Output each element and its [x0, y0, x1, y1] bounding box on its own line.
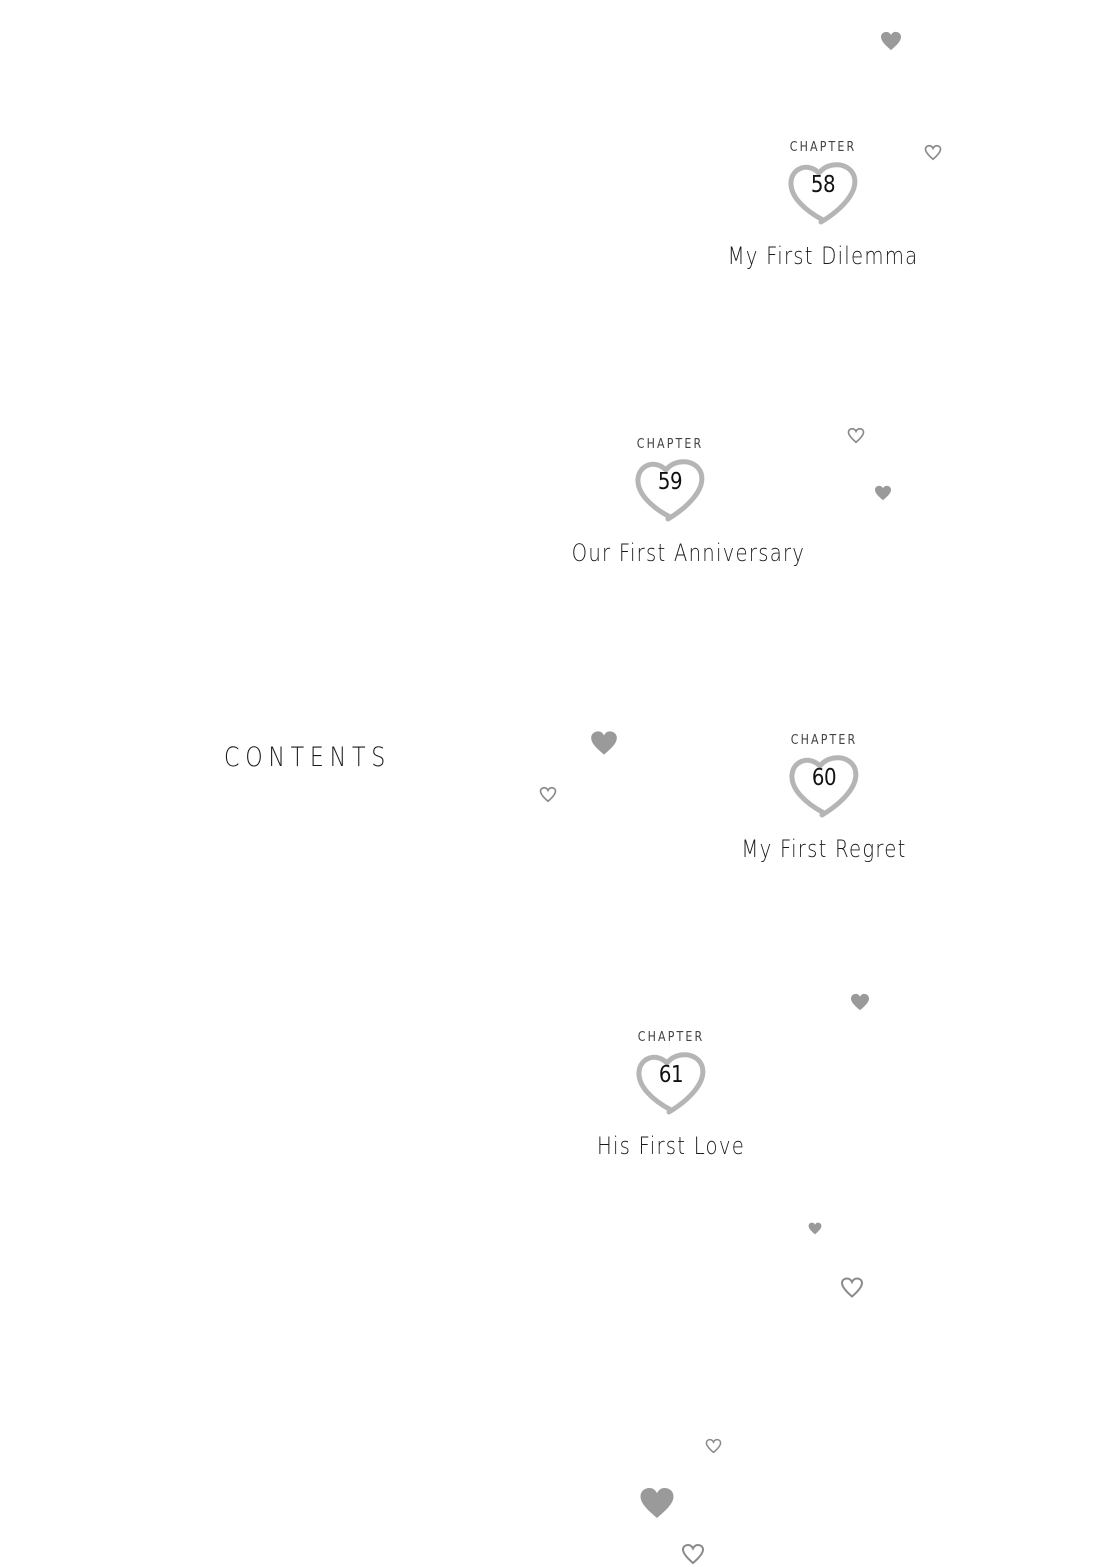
chapter-number: 61 [658, 1062, 684, 1088]
chapter-heart-icon [787, 749, 861, 821]
heart-filled-icon [850, 993, 870, 1011]
heart-outline-icon [681, 1543, 705, 1565]
chapter-number: 58 [810, 172, 836, 198]
heart-outline-icon [924, 144, 942, 161]
chapter-title: Our First Anniversary [571, 539, 806, 567]
chapter-number: 60 [811, 765, 837, 791]
heart-outline-icon [705, 1438, 722, 1454]
chapter-label: CHAPTER [790, 733, 858, 748]
chapter-entry-60[interactable] [704, 733, 944, 863]
heart-filled-icon [590, 730, 618, 756]
chapter-title: My First Dilemma [727, 242, 919, 270]
chapter-number: 59 [657, 469, 683, 495]
chapter-title: His First Love [596, 1132, 746, 1160]
chapter-heart-icon [786, 156, 860, 228]
chapter-entry-58[interactable] [703, 140, 943, 270]
heart-filled-icon [639, 1486, 675, 1520]
chapter-entry-61[interactable] [551, 1030, 791, 1160]
chapter-label: CHAPTER [636, 437, 704, 452]
chapter-label: CHAPTER [637, 1030, 705, 1045]
heart-filled-icon [874, 485, 892, 501]
contents-heading: CONTENTS [224, 742, 392, 773]
chapter-heart-icon [634, 1046, 708, 1118]
chapter-title: My First Regret [741, 835, 907, 863]
chapter-label: CHAPTER [789, 140, 857, 155]
heart-outline-icon [539, 786, 557, 803]
heart-outline-icon [847, 427, 865, 444]
chapter-entry-59[interactable] [550, 437, 806, 567]
heart-outline-icon [840, 1276, 864, 1299]
chapter-heart-icon [633, 453, 707, 525]
heart-filled-icon [808, 1222, 822, 1235]
heart-filled-icon [880, 31, 902, 51]
